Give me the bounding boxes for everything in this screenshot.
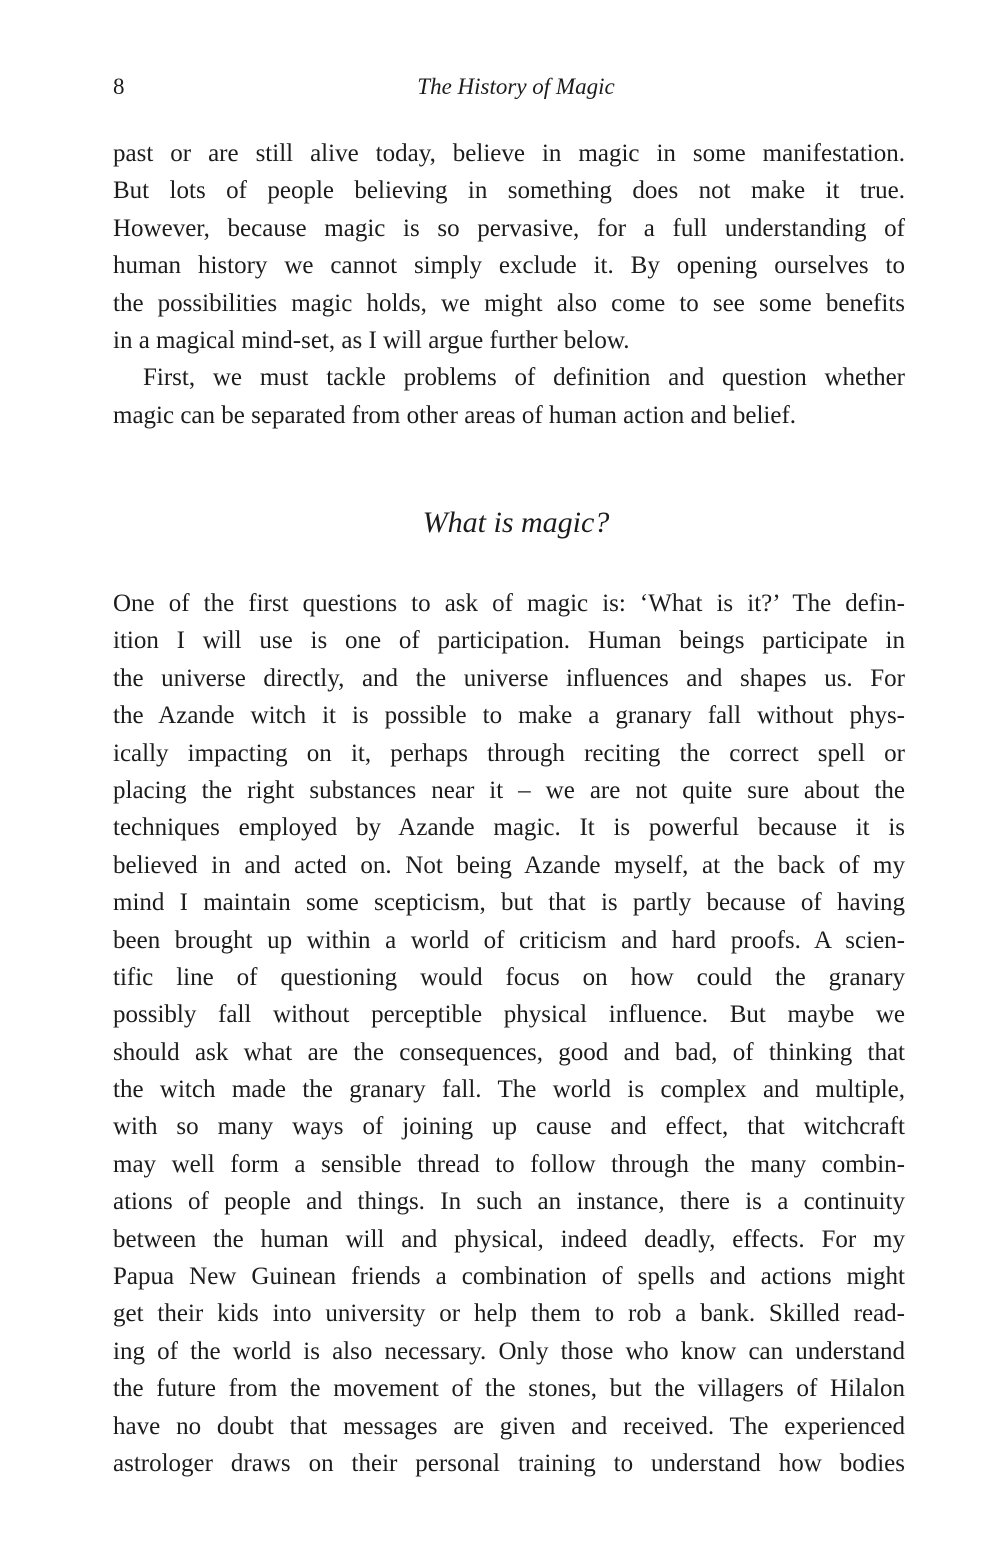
text-line: ition I will use is one of participation. Human beings participate in: [113, 627, 905, 655]
text-line: ing of the world is also necessary. Only those who know can understand: [113, 1337, 905, 1365]
text-line: One of the first questions to ask of magic is: ‘What is it?’ The defin-: [113, 590, 905, 617]
text-line: magic can be separated from other areas of human action and belief.: [113, 401, 797, 429]
text-line: astrologer draws on their personal training to understand how bodies: [113, 1449, 905, 1477]
text-line: get their kids into university or help them to rob a bank. Skilled read-: [113, 1300, 905, 1328]
text-line: past or are still alive today, believe in magic in some manifestation.: [113, 140, 905, 167]
page-number: 8: [113, 74, 125, 99]
text-line: First, we must tackle problems of definition and question whether: [143, 364, 905, 392]
text-line: human history we cannot simply exclude it. By opening ourselves to: [113, 252, 905, 280]
text-line: may well form a sensible thread to follow through the many combin-: [113, 1150, 905, 1178]
text-line: in a magical mind-set, as I will argue further below.: [113, 326, 630, 354]
body-text-top: [113, 135, 905, 434]
text-line: techniques employed by Azande magic. It is powerful because it is: [113, 814, 905, 842]
body-text-section: [113, 585, 905, 1482]
text-line: However, because magic is so pervasive, for a full understanding of: [113, 214, 905, 242]
section-heading: What is magic?: [422, 506, 610, 539]
text-line: placing the right substances near it – we are not quite sure about the: [113, 776, 905, 804]
text-line: the witch made the granary fall. The world is complex and multiple,: [113, 1076, 905, 1104]
text-line: ations of people and things. In such an instance, there is a continuity: [113, 1188, 905, 1216]
text-line: been brought up within a world of criticism and hard proofs. A scien-: [113, 926, 905, 954]
text-line: possibly fall without perceptible physical influence. But maybe we: [113, 1001, 905, 1029]
text-line: believed in and acted on. Not being Azande myself, at the back of my: [113, 851, 905, 879]
text-line: the future from the movement of the stones, but the villagers of Hilalon: [113, 1375, 905, 1403]
text-line: the universe directly, and the universe influences and shapes us. For: [113, 664, 905, 692]
text-line: have no doubt that messages are given and received. The experienced: [113, 1412, 905, 1440]
text-line: ically impacting on it, perhaps through reciting the correct spell or: [113, 739, 905, 767]
text-line: with so many ways of joining up cause and effect, that witchcraft: [113, 1113, 905, 1141]
text-line: the possibilities magic holds, we might also come to see some benefits: [113, 289, 905, 317]
text-line: tific line of questioning would focus on how could the granary: [113, 963, 905, 991]
text-line: the Azande witch it is possible to make a granary fall without phys-: [113, 702, 905, 730]
text-line: mind I maintain some scepticism, but that is partly because of having: [113, 889, 905, 917]
text-line: between the human will and physical, indeed deadly, effects. For my: [113, 1225, 905, 1253]
running-head: [113, 74, 905, 110]
text-line: Papua New Guinean friends a combination of spells and actions might: [113, 1263, 905, 1291]
text-line: But lots of people believing in something does not make it true.: [113, 177, 905, 205]
text-line: should ask what are the consequences, good and bad, of thinking that: [113, 1038, 905, 1066]
book-title: The History of Magic: [417, 74, 615, 99]
